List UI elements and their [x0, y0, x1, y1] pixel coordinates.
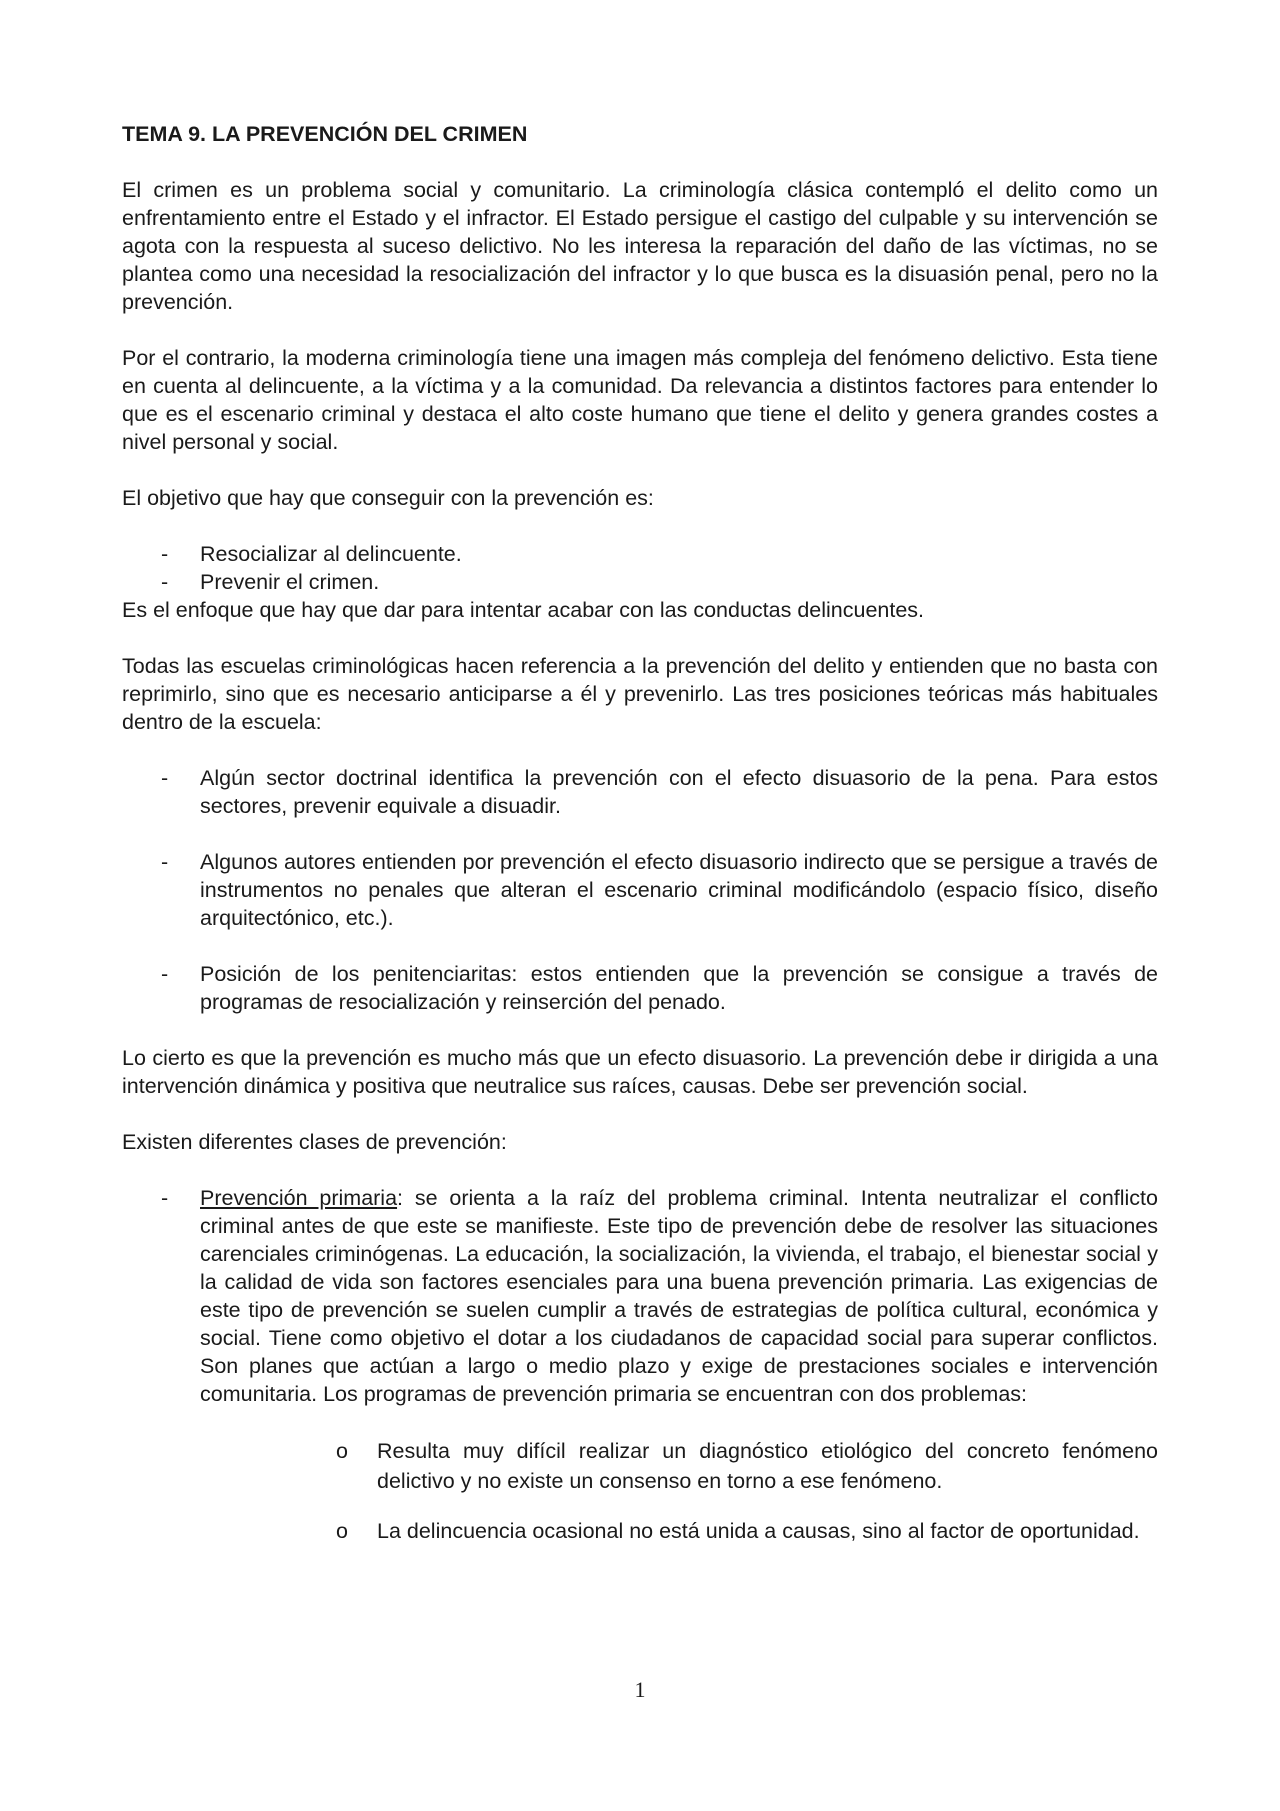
document-body — [122, 120, 1158, 1566]
list-item — [122, 1436, 1158, 1496]
list-item — [122, 960, 1158, 1016]
page-number: 1 — [634, 1677, 646, 1702]
paragraph-intro: El crimen es un problema social y comunitario. La criminología clásica contempló el delito como un enfrentamiento entre el Estado y el infractor. El Estado persigue el castigo del culpable y su intervención se agota con la respuesta al suceso delictivo. No les interesa la reparación del daño de las víctimas, no se plantea como una necesidad la resocialización del infractor y lo que busca es la disuasión penal, pero no la prevención. — [122, 178, 1158, 314]
list-item — [122, 540, 1158, 568]
dash-bullet: - — [161, 766, 169, 790]
paragraph-classes: Existen diferentes clases de prevención: — [122, 1130, 507, 1154]
paragraph-modern-criminology: Por el contrario, la moderna criminología tiene una imagen más compleja del fenómeno delictivo. Esta tiene en cuenta al delincuente, a la víctima y a la comunidad. Da relevancia a distintos factores para entender lo que es el escenario criminal y destaca el alto coste humano que tiene el delito y genera grandes costes a nivel personal y social. — [122, 346, 1158, 454]
dash-bullet: - — [161, 542, 169, 566]
position-text: Algunos autores entienden por prevención el efecto disuasorio indirecto que se persigue a través de instrumentos no penales que alteran el escenario criminal modificándolo (espacio físico, diseño arquitectónico, etc.). — [200, 850, 1158, 930]
list-item — [122, 1184, 1158, 1546]
paragraph-approach: Es el enfoque que hay que dar para intentar acabar con las conductas delincuentes. — [122, 598, 925, 622]
classes-list — [122, 1184, 1158, 1546]
objective-text: Prevenir el crimen. — [200, 570, 380, 594]
list-item — [122, 568, 1158, 596]
list-item — [122, 848, 1158, 932]
document-title: TEMA 9. LA PREVENCIÓN DEL CRIMEN — [122, 122, 528, 146]
circle-bullet: o — [336, 1439, 348, 1463]
objective-text: Resocializar al delincuente. — [200, 542, 462, 566]
list-item — [122, 764, 1158, 820]
problem-text: La delincuencia ocasional no está unida a causas, sino al factor de oportunidad. — [377, 1519, 1140, 1543]
position-text: Posición de los penitenciaritas: estos entienden que la prevención se consigue a través de programas de resocialización y reinserción del penado. — [200, 962, 1158, 1014]
list-item — [122, 1516, 1158, 1546]
position-text: Algún sector doctrinal identifica la prevención con el efecto disuasorio de la pena. Para estos sectores, prevenir equivale a disuadir. — [200, 766, 1158, 818]
dash-bullet: - — [161, 962, 169, 986]
dash-bullet: - — [161, 850, 169, 874]
paragraph-schools: Todas las escuelas criminológicas hacen referencia a la prevención del delito y entienden que no basta con reprimirlo, sino que es necesario anticiparse a él y prevenirlo. Las tres posiciones teóricas más habituales dentro de la escuela: — [122, 654, 1158, 734]
primary-prevention-label: Prevención primaria — [200, 1186, 398, 1210]
paragraph-conclusion: Lo cierto es que la prevención es mucho más que un efecto disuasorio. La prevención debe ir dirigida a una intervención dinámica y positiva que neutralice sus raíces, causas. Debe ser prevención social. — [122, 1046, 1158, 1098]
paragraph-objective: El objetivo que hay que conseguir con la prevención es: — [122, 486, 654, 510]
objectives-list — [122, 540, 1158, 596]
circle-bullet: o — [336, 1519, 348, 1543]
primary-prevention-text: : se orienta a la raíz del problema criminal. Intenta neutralizar el conflicto criminal antes de que este se manifieste. Este tipo de prevención debe de resolver las situaciones carenciales criminógenas. La educación, la socialización, la vivienda, el trabajo, el bienestar social y la calidad de vida son factores esenciales para una buena prevención primaria. Las exigencias de este tipo de prevención se suelen cumplir a través de estrategias de política cultural, económica y social. Tiene como objetivo el dotar a los ciudadanos de capacidad social para superar conflictos. Son planes que actúan a largo o medio plazo y exige de prestaciones sociales e intervención comunitaria. Los programas de prevención primaria se encuentran con dos problemas: — [200, 1186, 1158, 1406]
problems-list — [122, 1436, 1158, 1546]
dash-bullet: - — [161, 570, 169, 594]
dash-bullet: - — [161, 1186, 169, 1210]
positions-list — [122, 764, 1158, 1016]
problem-text: Resulta muy difícil realizar un diagnóstico etiológico del concreto fenómeno delictivo y no existe un consenso en torno a ese fenómeno. — [377, 1439, 1158, 1493]
